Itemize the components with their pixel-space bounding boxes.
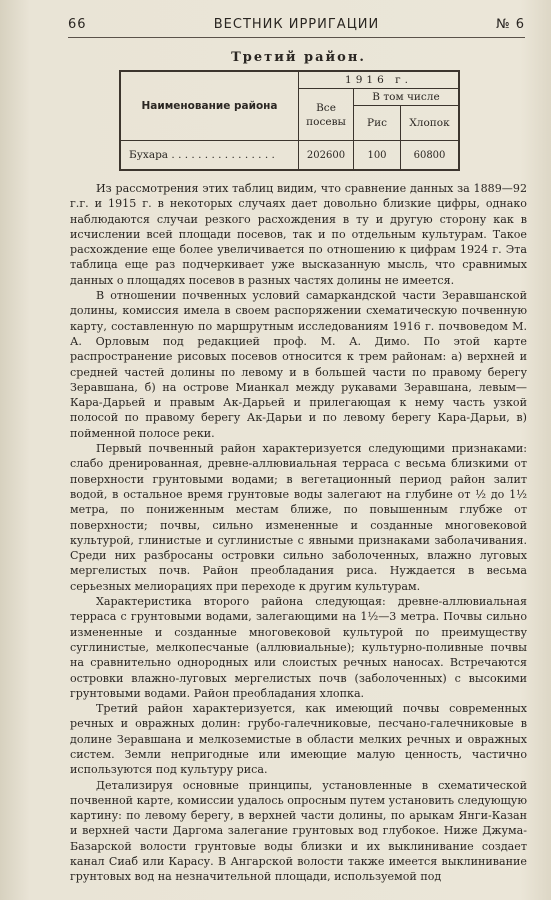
sowing-area-table xyxy=(119,70,460,171)
paragraph: Из рассмотрения этих таблиц видим, что сравнение данных за 1889—92 г.г. и 1915 г. в некоторых случаях дает довольно близкие цифры, однако наблюдаются случаи резкого расхождения в ту и другую сторону как в исчислении всей площади посевов, так и по отдельным культурам. Такое расхождение еще более увеличивается по отношению к цифрам 1924 г. Эта таблица еще раз подчеркивает уже высказанную мысль, что сравнимых данных о площадях посевов в разных частях долины не имеется. xyxy=(70,182,527,287)
table-header-including: В том числе xyxy=(354,89,460,106)
paragraph: Детализируя основные принципы, установленные в схематической почвенной карте, комиссии удалось опросным путем установить следующую картину: по левому берегу, в верхней части долины, по арыкам Янги-Казан и верхней части Даргома залегание грунтовых вод глубокое. Ниже Джума-Базарской волости грунтовые воды близки и их выклинивание создает канал Сиаб или Карасу. В Ангарской волости также имеется выклинивание грунтовых вод на незначительной площади, используемой под xyxy=(70,778,527,884)
table-header-year: 1916 г. xyxy=(299,71,460,89)
paragraph: В отношении почвенных условий самаркандской части Зеравшанской долины, комиссия имела в своем распоряжении схематическую почвенную карту, составленную по маршрутным исследованиям 1916 г. почвоведом М. А. Орловым под редакцией проф. М. А. Димо. По этой карте распространение рисовых посевов относится к трем районам: а) верхней и средней частей долины по левому и в большей части по правому берегу Зеравшана, б) на острове Мианкал между рукавами Зеравшана, левым—Кара-Дарьей и правым Ак-Дарьей и прилегающая к нему часть узкой полосой по правому берегу Ак-Дарьи и по левому берегу Кара-Дарьи, в) пойменной полосе реки. xyxy=(70,289,527,440)
header-rule xyxy=(68,37,525,38)
paragraph: Первый почвенный район характеризуется следующими признаками: слабо дренированная, древне-аллювиальная терраса с весьма близкими от поверхности грунтовыми водами; в вегетационный период район залит водой, в остальное время грунтовые воды залегают на глубине от ½ до 1½ метра, по пониженным местам ближе, по повышенным глубже от поверхности; почвы, сильно измененные и созданные многовековой культурой, глинистые и суглинистые с явными признаками заболачивания. Среди них разбросаны островки сильно заболоченных, влажно луговых мергелистых почв. Район преобладания риса. Нуждается в весьма серьезных мелиорациях при переходе к другим культурам. xyxy=(70,442,527,593)
body-text xyxy=(70,181,527,885)
table-cell-rice: 100 xyxy=(354,141,401,171)
paragraph: Третий район характеризуется, как имеющий почвы современных речных и овражных долин: грубо-галечниковые, песчано-галечниковые в долине Зеравшана и мелкоземистые в области мелких речных и овражных систем. Земли непригодные или имеющие малую ценность, частично используются под культуру риса. xyxy=(70,702,527,777)
paragraph: Характеристика второго района следующая: древне-аллювиальная терраса с грунтовыми водами, залегающими на 1½—3 метра. Почвы сильно измененные и созданные многовековой культурой по преимуществу суглинистые, мелкопесчаные (аллювиальные); культурно-поливные почвы на сравнительно однородных или слоистых речных наносах. Встречаются островки влажно-луговых мергелистых почв (заболоченных) с высокими грунтовыми водами. Район преобладания хлопка. xyxy=(70,595,527,700)
issue-number: № 6 xyxy=(496,17,525,32)
table-header-total-sowing: Все посевы xyxy=(299,89,354,141)
table-header-cotton: Хлопок xyxy=(401,106,460,141)
journal-title: ВЕСТНИК ИРРИГАЦИИ xyxy=(213,17,380,32)
table-header-rice: Рис xyxy=(354,106,401,141)
page-number: 66 xyxy=(68,17,87,32)
section-title: Третий район. xyxy=(231,50,366,65)
table-cell-cotton: 60800 xyxy=(401,141,460,171)
table-header-region-name: Наименование района xyxy=(120,71,299,141)
table-cell-region: Бухара . . . . . . . . . . . . . . . . xyxy=(120,141,299,171)
table-cell-total: 202600 xyxy=(299,141,354,171)
running-head xyxy=(68,17,525,35)
table-row xyxy=(120,141,459,171)
